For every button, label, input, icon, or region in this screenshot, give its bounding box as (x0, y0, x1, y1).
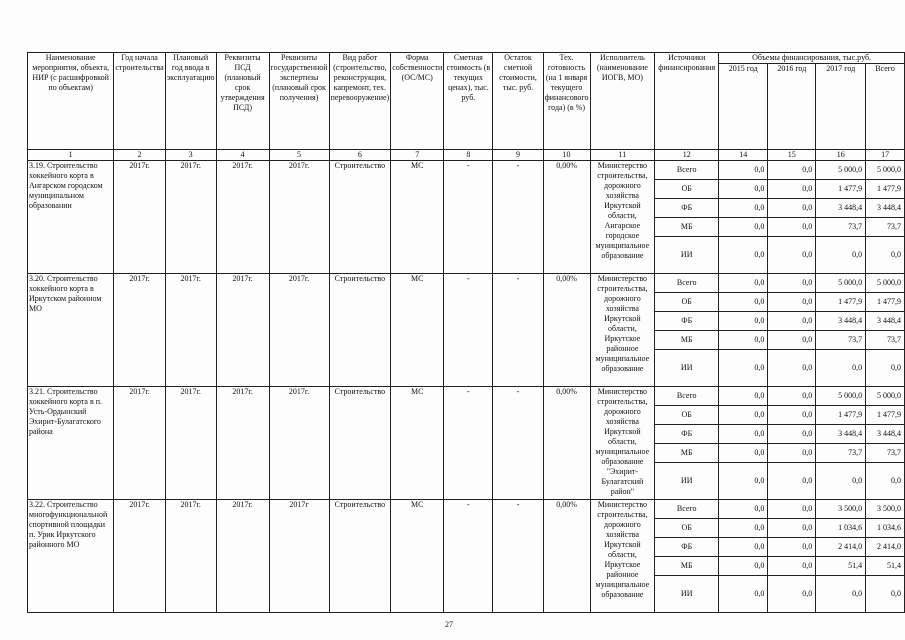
finance-2016: 0,0 (768, 293, 816, 312)
finance-2015: 0,0 (719, 218, 768, 237)
finance-total: 5 000,0 (866, 161, 905, 180)
header-ownership: Форма собственности (ОС/МС) (391, 53, 444, 150)
finance-total: 3 500,0 (866, 500, 905, 519)
finance-total: 3 448,4 (866, 199, 905, 218)
finance-total: 1 477,9 (866, 180, 905, 199)
finance-source: ФБ (655, 312, 719, 331)
header-2016: 2016 год (768, 64, 816, 150)
finance-2017: 1 034,6 (816, 519, 866, 538)
header-executor: Исполнитель (наименование ИОГВ, МО) (590, 53, 655, 150)
item-expertise: 2017г. (269, 274, 329, 387)
finance-2016: 0,0 (768, 557, 816, 576)
finance-2017: 2 414,0 (816, 538, 866, 557)
header-name: Наименование мероприятия, объекта, НИР (с расшифровкой по объектам) (28, 53, 114, 150)
finance-2017: 3 448,4 (816, 425, 866, 444)
finance-2016: 0,0 (768, 444, 816, 463)
header-plan-year: Плановый год ввода в эксплуатацию (165, 53, 216, 150)
item-cost: - (444, 500, 493, 613)
finance-2017: 1 477,9 (816, 406, 866, 425)
finance-2015: 0,0 (719, 557, 768, 576)
finance-2015: 0,0 (719, 576, 768, 613)
finance-2016: 0,0 (768, 199, 816, 218)
finance-2015: 0,0 (719, 331, 768, 350)
item-work-type: Строительство (329, 274, 391, 387)
header-sources: Источники финансирования (655, 53, 719, 150)
finance-source: ОБ (655, 180, 719, 199)
finance-2017: 73,7 (816, 444, 866, 463)
finance-2016: 0,0 (768, 218, 816, 237)
finance-2016: 0,0 (768, 331, 816, 350)
finance-2016: 0,0 (768, 500, 816, 519)
finance-2015: 0,0 (719, 538, 768, 557)
finance-2015: 0,0 (719, 425, 768, 444)
finance-2015: 0,0 (719, 161, 768, 180)
header-2017: 2017 год (816, 64, 866, 150)
item-readiness: 0,00% (543, 500, 590, 613)
finance-2017: 51,4 (816, 557, 866, 576)
item-year-start: 2017г. (114, 387, 165, 500)
finance-2017: 3 448,4 (816, 312, 866, 331)
finance-2017: 5 000,0 (816, 161, 866, 180)
finance-source: ИИ (655, 463, 719, 500)
finance-source: ФБ (655, 538, 719, 557)
table-row (28, 387, 905, 406)
finance-2015: 0,0 (719, 350, 768, 387)
column-number: 6 (329, 150, 391, 161)
header-year-start: Год начала строительства (114, 53, 165, 150)
finance-total: 1 034,6 (866, 519, 905, 538)
column-number: 17 (866, 150, 905, 161)
finance-2016: 0,0 (768, 161, 816, 180)
item-expertise: 2017г. (269, 161, 329, 274)
item-plan-year: 2017г. (165, 274, 216, 387)
finance-2015: 0,0 (719, 237, 768, 274)
finance-total: 3 448,4 (866, 312, 905, 331)
finance-2017: 5 000,0 (816, 274, 866, 293)
finance-2015: 0,0 (719, 180, 768, 199)
finance-total: 73,7 (866, 331, 905, 350)
item-name: 3.19. Строительство хоккейного корта в Ангарском городском муниципальном образовании (28, 161, 114, 274)
column-number: 9 (493, 150, 543, 161)
finance-source: ОБ (655, 406, 719, 425)
finance-2017: 5 000,0 (816, 387, 866, 406)
finance-total: 73,7 (866, 444, 905, 463)
finance-2016: 0,0 (768, 350, 816, 387)
finance-2017: 1 477,9 (816, 293, 866, 312)
finance-2015: 0,0 (719, 312, 768, 331)
finance-2015: 0,0 (719, 519, 768, 538)
finance-2015: 0,0 (719, 293, 768, 312)
column-number: 15 (768, 150, 816, 161)
finance-source: МБ (655, 218, 719, 237)
finance-2017: 0,0 (816, 350, 866, 387)
item-readiness: 0,00% (543, 387, 590, 500)
item-plan-year: 2017г. (165, 500, 216, 613)
item-cost: - (444, 387, 493, 500)
finance-total: 1 477,9 (866, 406, 905, 425)
finance-total: 2 414,0 (866, 538, 905, 557)
item-name: 3.21. Строительство хоккейного корта в п. Усть-Ордынский Эхирит-Булагатского района (28, 387, 114, 500)
finance-2016: 0,0 (768, 576, 816, 613)
item-remain: - (493, 161, 543, 274)
item-readiness: 0,00% (543, 274, 590, 387)
finance-2015: 0,0 (719, 500, 768, 519)
finance-source: ФБ (655, 425, 719, 444)
finance-2016: 0,0 (768, 180, 816, 199)
finance-total: 5 000,0 (866, 387, 905, 406)
item-cost: - (444, 274, 493, 387)
finance-source: Всего (655, 161, 719, 180)
item-psd: 2017г. (216, 387, 269, 500)
column-number: 10 (543, 150, 590, 161)
item-executor: Министерство строительства, дорожного хозяйства Иркутской области, Ангарское городское муниципальное образование (590, 161, 655, 274)
finance-2016: 0,0 (768, 519, 816, 538)
item-work-type: Строительство (329, 161, 391, 274)
finance-source: МБ (655, 557, 719, 576)
item-executor: Министерство строительства, дорожного хозяйства Иркутской области, Иркутское районное муниципальное образование (590, 500, 655, 613)
item-work-type: Строительство (329, 500, 391, 613)
item-plan-year: 2017г. (165, 387, 216, 500)
finance-2016: 0,0 (768, 406, 816, 425)
item-executor: Министерство строительства, дорожного хозяйства Иркутской области, Иркутское районное муниципальное образование (590, 274, 655, 387)
item-plan-year: 2017г. (165, 161, 216, 274)
finance-source: ИИ (655, 237, 719, 274)
item-psd: 2017г. (216, 161, 269, 274)
header-row (28, 53, 905, 64)
finance-2017: 0,0 (816, 576, 866, 613)
finance-2016: 0,0 (768, 425, 816, 444)
column-numbers-row (28, 150, 905, 161)
column-number: 1 (28, 150, 114, 161)
finance-2016: 0,0 (768, 274, 816, 293)
header-2015: 2015 год (719, 64, 768, 150)
finance-2015: 0,0 (719, 463, 768, 500)
finance-total: 0,0 (866, 350, 905, 387)
finance-2017: 3 448,4 (816, 199, 866, 218)
finance-source: ИИ (655, 350, 719, 387)
finance-total: 5 000,0 (866, 274, 905, 293)
finance-total: 3 448,4 (866, 425, 905, 444)
finance-total: 1 477,9 (866, 293, 905, 312)
column-number: 5 (269, 150, 329, 161)
finance-total: 73,7 (866, 218, 905, 237)
finance-2016: 0,0 (768, 538, 816, 557)
finance-2015: 0,0 (719, 274, 768, 293)
item-name: 3.20. Строительство хоккейного корта в Иркутском районном МО (28, 274, 114, 387)
column-number: 16 (816, 150, 866, 161)
item-year-start: 2017г. (114, 161, 165, 274)
finance-source: ОБ (655, 519, 719, 538)
item-ownership: МС (391, 387, 444, 500)
header-expertise: Реквизиты государственной экспертизы (плановый срок получения) (269, 53, 329, 150)
item-readiness: 0,00% (543, 161, 590, 274)
finance-2017: 73,7 (816, 218, 866, 237)
item-ownership: МС (391, 274, 444, 387)
item-remain: - (493, 274, 543, 387)
header-volumes: Объемы финансирования, тыс.руб. (719, 53, 905, 64)
header-cost: Сметная стоимость (в текущих ценах), тыс. руб. (444, 53, 493, 150)
finance-2015: 0,0 (719, 387, 768, 406)
finance-source: Всего (655, 387, 719, 406)
item-ownership: МС (391, 161, 444, 274)
finance-2016: 0,0 (768, 463, 816, 500)
item-remain: - (493, 387, 543, 500)
header-total: Всего (866, 64, 905, 150)
finance-source: Всего (655, 500, 719, 519)
item-year-start: 2017г. (114, 274, 165, 387)
column-number: 3 (165, 150, 216, 161)
finance-2016: 0,0 (768, 312, 816, 331)
item-psd: 2017г. (216, 274, 269, 387)
table-row (28, 274, 905, 293)
finance-2015: 0,0 (719, 444, 768, 463)
item-work-type: Строительство (329, 387, 391, 500)
column-number: 11 (590, 150, 655, 161)
column-number: 7 (391, 150, 444, 161)
header-psd: Реквизиты ПСД (плановый срок утверждения ПСД) (216, 53, 269, 150)
finance-2016: 0,0 (768, 237, 816, 274)
item-remain: - (493, 500, 543, 613)
column-number: 4 (216, 150, 269, 161)
column-number: 2 (114, 150, 165, 161)
finance-2017: 3 500,0 (816, 500, 866, 519)
table-row (28, 500, 905, 519)
finance-2017: 1 477,9 (816, 180, 866, 199)
finance-2015: 0,0 (719, 199, 768, 218)
item-psd: 2017г. (216, 500, 269, 613)
column-number: 12 (655, 150, 719, 161)
header-work-type: Вид работ (строительство, реконструкция, капремонт, тех. перевооружение) (329, 53, 391, 150)
page-number: 27 (445, 620, 453, 629)
finance-total: 0,0 (866, 237, 905, 274)
item-expertise: 2017г. (269, 387, 329, 500)
item-year-start: 2017г. (114, 500, 165, 613)
finance-2015: 0,0 (719, 406, 768, 425)
finance-2017: 0,0 (816, 463, 866, 500)
table-row (28, 161, 905, 180)
header-readiness: Тех. готовность (на 1 января текущего финансового года) (в %) (543, 53, 590, 150)
item-executor: Министерство строительства, дорожного хозяйства Иркутской области, муниципальное образование "Эхирит-Булагатский район" (590, 387, 655, 500)
table-body (28, 53, 905, 613)
finance-source: ФБ (655, 199, 719, 218)
finance-2016: 0,0 (768, 387, 816, 406)
item-cost: - (444, 161, 493, 274)
item-ownership: МС (391, 500, 444, 613)
finance-total: 51,4 (866, 557, 905, 576)
item-expertise: 2017г (269, 500, 329, 613)
finance-source: ИИ (655, 576, 719, 613)
finance-source: МБ (655, 331, 719, 350)
column-number: 8 (444, 150, 493, 161)
column-number: 14 (719, 150, 768, 161)
finance-2017: 73,7 (816, 331, 866, 350)
finance-total: 0,0 (866, 576, 905, 613)
header-remain: Остаток сметной стоимости, тыс. руб. (493, 53, 543, 150)
finance-2017: 0,0 (816, 237, 866, 274)
finance-source: МБ (655, 444, 719, 463)
finance-source: Всего (655, 274, 719, 293)
item-name: 3.22. Строительство многофункциональной спортивной площадки п. Урик Иркутского районного МО (28, 500, 114, 613)
finance-total: 0,0 (866, 463, 905, 500)
financing-table (27, 52, 905, 613)
finance-source: ОБ (655, 293, 719, 312)
